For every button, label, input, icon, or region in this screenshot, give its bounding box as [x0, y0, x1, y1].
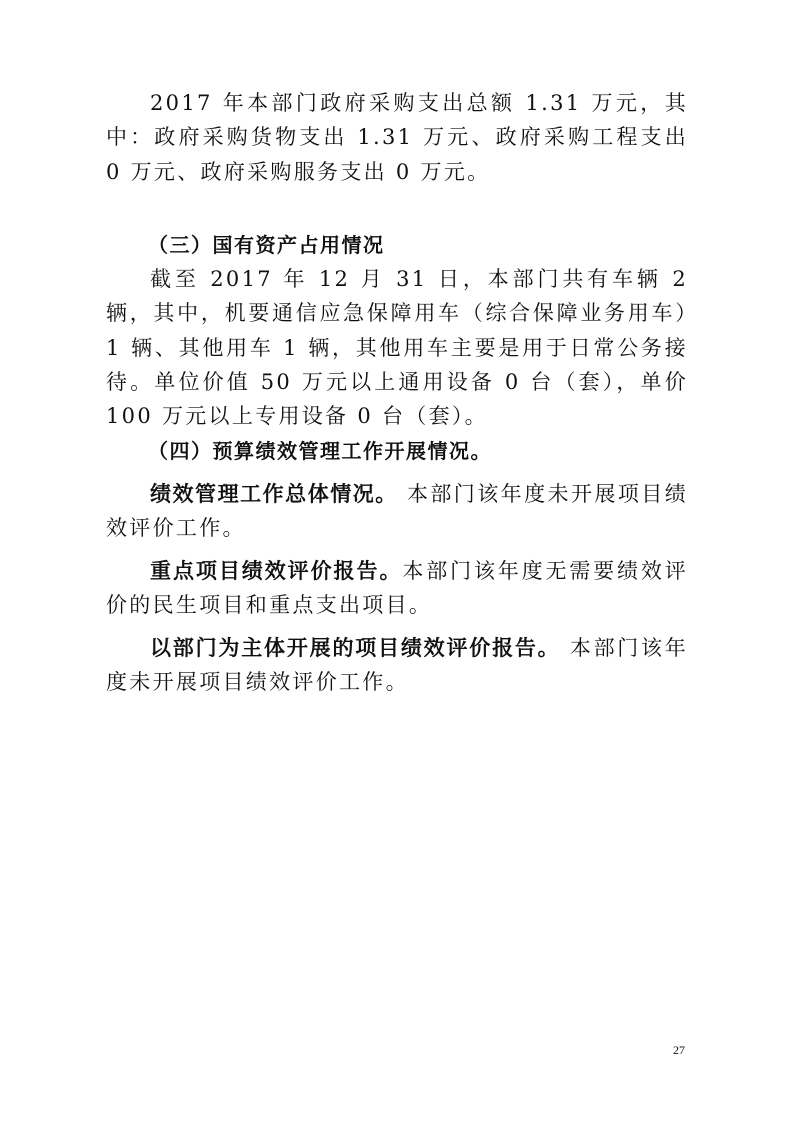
department-evaluation-report-text: 本部门该年度未开展项目绩效评价工作。	[106, 636, 688, 695]
key-project-report-text: 本部门该年度无需要绩效评价的民生项目和重点支出项目。	[106, 559, 688, 618]
section-4-heading: （四）预算绩效管理工作开展情况。	[148, 439, 492, 463]
department-evaluation-report-lead: 以部门为主体开展的项目绩效评价报告。	[150, 636, 561, 660]
performance-overview-text: 本部门该年度未开展项目绩效评价工作。	[106, 482, 688, 541]
performance-overview-lead: 绩效管理工作总体情况。	[150, 482, 398, 506]
key-project-report-paragraph	[106, 554, 688, 623]
procurement-paragraph: 2017 年本部门政府采购支出总额 1.31 万元，其中：政府采购货物支出 1.31 万元、政府采购工程支出 0 万元、政府采购服务支出 0 万元。	[106, 91, 688, 184]
page-number: 27	[673, 1043, 685, 1057]
key-project-report-lead: 重点项目绩效评价报告。	[150, 559, 403, 583]
section-3-paragraph: 截至 2017 年 12 月 31 日，本部门共有车辆 2 辆，其中，机要通信应急保障用车（综合保障业务用车）1 辆、其他用车 1 辆，其他用车主要是用于日常公务接待。单位价值 50 万元以上通用设备 0 台（套），单价 100 万元以上专用设备 0 台（套）。	[106, 267, 688, 429]
section-3-heading: （三）国有资产占用情况	[148, 233, 385, 257]
department-evaluation-report-paragraph	[106, 631, 688, 700]
performance-overview-paragraph	[106, 477, 688, 546]
